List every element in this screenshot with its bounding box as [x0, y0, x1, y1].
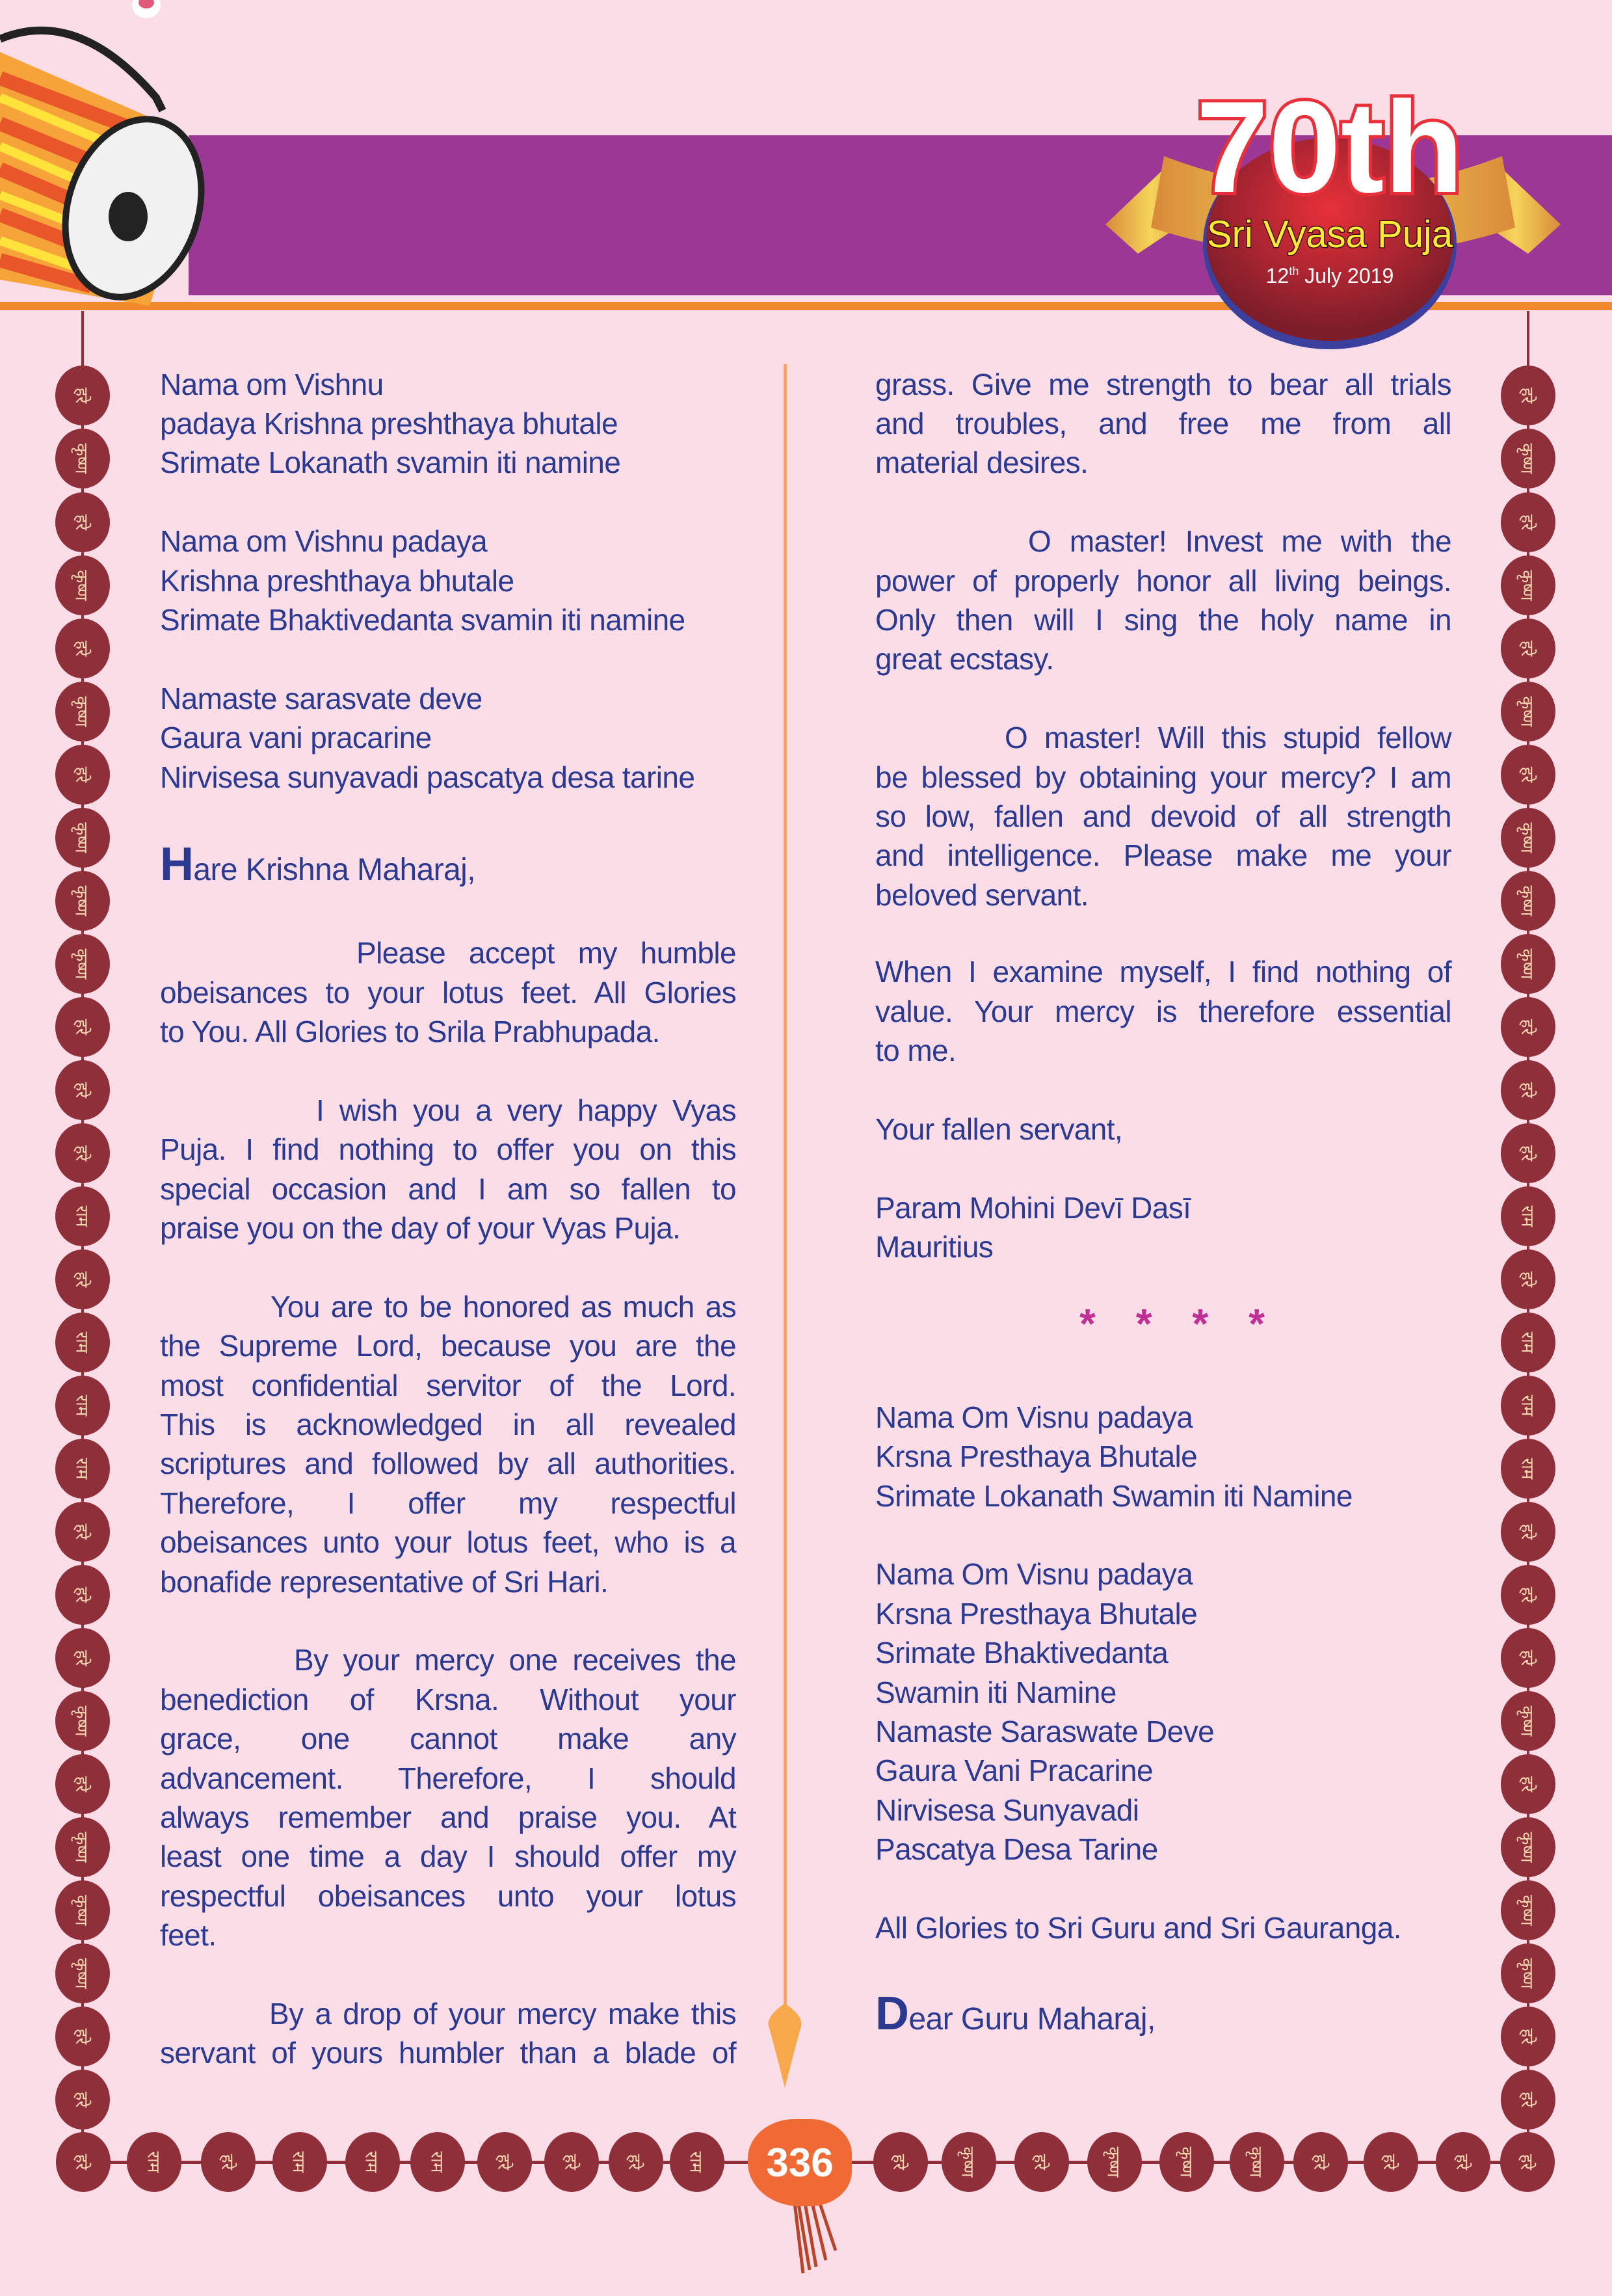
text-line: to me. [875, 1034, 957, 1068]
bead-mantra: हरे [71, 640, 91, 656]
bead-mantra: राम [1516, 1331, 1537, 1354]
text-line: most confidential servitor of the Lord. [160, 1368, 736, 1402]
bead [1501, 1313, 1555, 1372]
bead-mantra: हरे [71, 1145, 91, 1161]
bead [1501, 745, 1555, 805]
bead-mantra: हरे [1516, 388, 1537, 404]
bead-mantra: राम [288, 2151, 308, 2173]
bead-mantra: कृष्ण [71, 443, 91, 475]
bead [1501, 1943, 1555, 2003]
text-line: servant of yours humbler than a blade of [160, 2036, 736, 2070]
bead [1501, 1060, 1555, 1120]
bead [55, 366, 110, 425]
text-line: great ecstasy. [875, 642, 1054, 676]
bead-mantra: राम [427, 2151, 447, 2173]
bead [55, 2070, 110, 2129]
bead-mantra: हरे [1310, 2154, 1330, 2170]
text-line: Mauritius [875, 1230, 994, 1264]
text-line: Namaste Saraswate Deve [875, 1714, 1215, 1748]
text-line: scriptures and followed by all authorities. [160, 1447, 736, 1481]
drop-cap: D [875, 1987, 909, 2040]
bead-mantra: कृष्ण [71, 1705, 91, 1737]
bead [55, 2007, 110, 2066]
bead [477, 2132, 532, 2192]
text-line: Nama Om Visnu padaya [875, 1557, 1193, 1592]
bead-mantra: राम [1516, 1205, 1537, 1227]
bead [1501, 1249, 1555, 1309]
bead-mantra: कृष्ण [1516, 1895, 1537, 1926]
text-line: advancement. Therefore, I should [160, 1761, 736, 1795]
bead-mantra: हरे [1516, 1523, 1537, 1540]
bead [55, 808, 110, 868]
bead-mantra: हरे [1516, 514, 1537, 530]
bead-mantra: हरे [1030, 2154, 1050, 2170]
bead [55, 1249, 110, 1309]
bead [127, 2132, 181, 2192]
bead-mantra: राम [361, 2151, 381, 2173]
bead-mantra: हरे [1516, 640, 1537, 656]
paragraph [160, 365, 736, 483]
bead [1501, 1691, 1555, 1751]
text-line: Srimate Bhaktivedanta svamin iti namine [160, 602, 685, 637]
bead [1501, 1376, 1555, 1435]
salutation [160, 838, 475, 891]
bead [1501, 1817, 1555, 1877]
bead-mantra: कृष्ण [957, 2146, 977, 2178]
bead-mantra: हरे [624, 2154, 644, 2170]
bead-mantra: कृष्ण [1176, 2146, 1196, 2178]
bead [1230, 2132, 1284, 2192]
text-line: Gaura vani pracarine [160, 721, 432, 755]
bead-mantra: हरे [72, 2154, 92, 2170]
bead [201, 2132, 256, 2192]
bead [55, 1565, 110, 1625]
bead-mantra: हरे [1516, 1145, 1537, 1161]
bead-mantra: राम [71, 1331, 91, 1354]
bead [1501, 997, 1555, 1057]
text-line: Nirvisesa sunyavadi pascatya desa tarine [160, 760, 695, 794]
bead [1087, 2132, 1142, 2192]
text-line: Nirvisesa Sunyavadi [875, 1793, 1139, 1827]
text-line: special occasion and I am so fallen to [160, 1171, 736, 1206]
text-line: padaya Krishna preshthaya bhutale [160, 406, 618, 440]
bead-mantra: राम [71, 1205, 91, 1227]
bead [55, 934, 110, 994]
bead-mantra: कृष्ण [71, 1895, 91, 1926]
text-line: Please accept my humble [356, 936, 736, 970]
bead [55, 1754, 110, 1814]
bead [1501, 2007, 1555, 2066]
bead-mantra: हरे [71, 1649, 91, 1666]
bead-mantra: हरे [1516, 1271, 1537, 1287]
bead [55, 1376, 110, 1435]
bead [544, 2132, 599, 2192]
bead [55, 619, 110, 678]
bead-mantra: कृष्ण [1516, 885, 1537, 916]
bead-mantra: कृष्ण [1516, 695, 1537, 727]
bead [670, 2132, 724, 2192]
bead-mantra: कृष्ण [71, 1832, 91, 1863]
bead [1501, 492, 1555, 552]
text-line: Param Mohini Devī Dasī [875, 1190, 1191, 1225]
bead-mantra: हरे [1452, 2154, 1472, 2170]
bead [1501, 1880, 1555, 1940]
bead [1500, 2132, 1555, 2192]
paragraph [875, 1110, 1451, 1149]
bead [609, 2132, 663, 2192]
paragraph [875, 1555, 1451, 1869]
bead [55, 682, 110, 741]
text-line: Puja. I find nothing to offer you on this [160, 1132, 736, 1167]
text-line: Nama om Vishnu padaya [160, 524, 488, 559]
text-line: Only then will I sing the holy name in [875, 602, 1451, 637]
bead-mantra: हरे [1516, 766, 1537, 782]
bead [55, 492, 110, 552]
bead-mantra: हरे [71, 766, 91, 782]
text-line: When I examine myself, I find nothing of [875, 955, 1451, 989]
bead-mantra: राम [71, 1395, 91, 1417]
text-line: Swamin iti Namine [875, 1675, 1117, 1709]
bead-mantra: हरे [71, 1082, 91, 1098]
bead-mantra: हरे [71, 1523, 91, 1540]
bead [55, 429, 110, 488]
text-line: By your mercy one receives the [294, 1643, 736, 1677]
bead-mantra: कृष्ण [1516, 1958, 1537, 1989]
bead [1501, 2070, 1555, 2129]
text-line: Gaura Vani Pracarine [875, 1754, 1153, 1788]
text-line: bonafide representative of Sri Hari. [160, 1564, 609, 1599]
paragraph [160, 1640, 736, 1955]
text-line: benediction of Krsna. Without your [160, 1682, 736, 1716]
divider-drop-ornament [761, 2003, 813, 2091]
text-line: Your fallen servant, [875, 1112, 1123, 1146]
bead-mantra: कृष्ण [71, 948, 91, 980]
bead-mantra: कृष्ण [1516, 1705, 1537, 1737]
bead [1501, 1186, 1555, 1246]
bead [55, 1313, 110, 1372]
bead [1501, 429, 1555, 488]
bead-mantra: हरे [71, 2091, 91, 2108]
bead-mantra: कृष्ण [1516, 569, 1537, 601]
bead [1501, 1502, 1555, 1562]
bead-mantra: हरे [1516, 2091, 1537, 2108]
bead-mantra: राम [1516, 1395, 1537, 1417]
text-line: least one time a day I should offer my [160, 1839, 736, 1874]
bead [1014, 2132, 1069, 2192]
text-line: O master! Will this stupid fellow [1005, 721, 1451, 755]
bead-mantra: कृष्ण [71, 695, 91, 727]
bead [1501, 1628, 1555, 1688]
text-line: and intelligence. Please make me your [875, 838, 1451, 873]
bead [1501, 619, 1555, 678]
bead [1501, 1123, 1555, 1183]
text-line: This is acknowledged in all revealed [160, 1407, 736, 1441]
bead [1501, 1565, 1555, 1625]
text-line: beloved servant. [875, 877, 1089, 912]
paragraph [160, 1994, 736, 2073]
bead-mantra: कृष्ण [1245, 2146, 1265, 2178]
mridanga-drum-illustration [0, 0, 215, 319]
text-line: Therefore, I offer my respectful [160, 1486, 736, 1520]
bead-mantra: हरे [1516, 1649, 1537, 1666]
bead [1501, 366, 1555, 425]
bead [55, 1691, 110, 1751]
text-line: power of properly honor all living beings. [875, 563, 1451, 598]
text-line: Srimate Bhaktivedanta [875, 1636, 1169, 1670]
page-number: 336 [748, 2119, 852, 2206]
bead [1501, 555, 1555, 615]
text-line: obeisances to your lotus feet. All Glories [160, 975, 736, 1009]
bead [55, 1943, 110, 2003]
bead [942, 2132, 996, 2192]
bead-mantra: कृष्ण [71, 822, 91, 853]
bead [55, 1060, 110, 1120]
paragraph [875, 952, 1451, 1070]
bead-mantra: हरे [71, 1776, 91, 1793]
bead [55, 1628, 110, 1688]
text-line: By a drop of your mercy make this [269, 1997, 736, 2031]
drop-cap: H [160, 838, 194, 890]
bead [1436, 2132, 1490, 2192]
page-tassel [777, 2192, 862, 2296]
bead [1501, 1439, 1555, 1499]
paragraph [160, 1091, 736, 1248]
bead [272, 2132, 327, 2192]
bead [55, 1880, 110, 1940]
paragraph [875, 522, 1451, 679]
text-line: material desires. [875, 446, 1089, 480]
text-line: respectful obeisances unto your lotus [160, 1878, 736, 1913]
bead [1501, 682, 1555, 741]
bead-mantra: कृष्ण [71, 569, 91, 601]
text-line: so low, fallen and devoid of all strength [875, 799, 1451, 833]
bead-mantra: हरे [71, 1586, 91, 1603]
text-line: Srimate Lokanath Swamin iti Namine [875, 1478, 1353, 1513]
text-line: value. Your mercy is therefore essential [875, 994, 1451, 1028]
bead-mantra: हरे [71, 1271, 91, 1287]
badge-anniversary: 70th [1196, 75, 1464, 220]
paragraph [875, 1398, 1451, 1515]
bead [55, 1439, 110, 1499]
bead [1501, 934, 1555, 994]
text-line: Pascatya Desa Tarine [875, 1832, 1158, 1867]
bead [55, 871, 110, 931]
text-line: to You. All Glories to Srila Prabhupada. [160, 1015, 660, 1049]
bead [1501, 871, 1555, 931]
bead-mantra: कृष्ण [1516, 948, 1537, 980]
bead [55, 1817, 110, 1877]
bead [1293, 2132, 1348, 2192]
paragraph [875, 1908, 1451, 1947]
text-line: Krishna preshthaya bhutale [160, 563, 514, 598]
bead-mantra: हरे [71, 514, 91, 530]
salutation [875, 1987, 1156, 2040]
text-line: Nama Om Visnu padaya [875, 1400, 1193, 1434]
bead-mantra: हरे [71, 388, 91, 404]
bead-mantra: हरे [1379, 2154, 1399, 2170]
bead-mantra: कृष्ण [71, 1958, 91, 1989]
bead-mantra: हरे [1516, 2154, 1536, 2170]
text-line: I wish you a very happy Vyas [316, 1093, 736, 1127]
bead [410, 2132, 465, 2192]
bead [1364, 2132, 1418, 2192]
bead [1159, 2132, 1214, 2192]
paragraph [160, 1287, 736, 1601]
paragraph [160, 522, 736, 639]
paragraph [875, 1188, 1451, 1267]
paragraph [160, 679, 736, 797]
bead [55, 555, 110, 615]
bead-mantra: हरे [494, 2154, 514, 2170]
bead [55, 1186, 110, 1246]
paragraph [160, 933, 736, 1051]
bead [56, 2132, 111, 2192]
text-line: O master! Invest me with the [1028, 524, 1451, 559]
bead-mantra: हरे [1516, 1019, 1537, 1035]
bead [873, 2132, 928, 2192]
text-line: obeisances unto your lotus feet, who is a [160, 1525, 736, 1560]
text-line: Srimate Lokanath svamin iti namine [160, 446, 621, 480]
text-line: All Glories to Sri Guru and Sri Gauranga. [875, 1911, 1401, 1945]
badge-date: 12th July 2019 [1265, 264, 1394, 287]
paragraph [875, 365, 1451, 483]
bead-mantra: राम [1516, 1458, 1537, 1480]
text-line: and troubles, and free me from all [875, 406, 1451, 440]
salutation-text: ear Guru Maharaj, [908, 2001, 1156, 2036]
text-line: Nama om Vishnu [160, 367, 384, 401]
text-line: You are to be honored as much as [271, 1289, 736, 1324]
text-line: grace, one cannot make any [160, 1722, 736, 1756]
bead [1501, 808, 1555, 868]
anniversary-badge [1099, 59, 1567, 358]
bead-mantra: हरे [1516, 1586, 1537, 1603]
bead [1501, 1754, 1555, 1814]
bead [55, 1502, 110, 1562]
bead-mantra: राम [685, 2151, 706, 2173]
text-line: praise you on the day of your Vyas Puja. [160, 1211, 681, 1245]
bead [55, 997, 110, 1057]
text-line: grass. Give me strength to bear all trials [875, 367, 1451, 401]
bead [55, 745, 110, 805]
bead [345, 2132, 400, 2192]
paragraph [875, 718, 1451, 914]
bead-mantra: कृष्ण [71, 885, 91, 916]
bead-mantra: हरे [889, 2154, 909, 2170]
bead-mantra: हरे [1516, 2028, 1537, 2045]
bead-mantra: हरे [71, 1019, 91, 1035]
bead-mantra: राम [143, 2151, 163, 2173]
text-line: Krsna Presthaya Bhutale [875, 1596, 1198, 1631]
bead-mantra: राम [71, 1458, 91, 1480]
bead-mantra: हरे [71, 2028, 91, 2045]
section-separator: * * * * [1079, 1300, 1279, 1347]
bead [55, 1123, 110, 1183]
text-line: the Supreme Lord, because you are the [160, 1329, 736, 1363]
bead-mantra: कृष्ण [1516, 1832, 1537, 1863]
bead-mantra: हरे [1516, 1776, 1537, 1793]
column-divider [784, 364, 787, 2010]
bead-mantra: कृष्ण [1516, 822, 1537, 853]
bead-mantra: कृष्ण [1516, 443, 1537, 475]
bead-mantra: हरे [561, 2154, 581, 2170]
text-line: Krsna Presthaya Bhutale [875, 1439, 1198, 1474]
text-line: always remember and praise you. At [160, 1800, 736, 1834]
text-line: be blessed by obtaining your mercy? I am [875, 760, 1451, 794]
bead-mantra: हरे [217, 2154, 237, 2170]
text-line: Namaste sarasvate deve [160, 681, 482, 715]
salutation-text: are Krishna Maharaj, [193, 852, 475, 887]
bead-mantra: कृष्ण [1103, 2146, 1123, 2178]
text-line: feet. [160, 1918, 217, 1953]
bead-mantra: हरे [1516, 1082, 1537, 1098]
badge-event: Sri Vyasa Puja [1206, 213, 1453, 256]
